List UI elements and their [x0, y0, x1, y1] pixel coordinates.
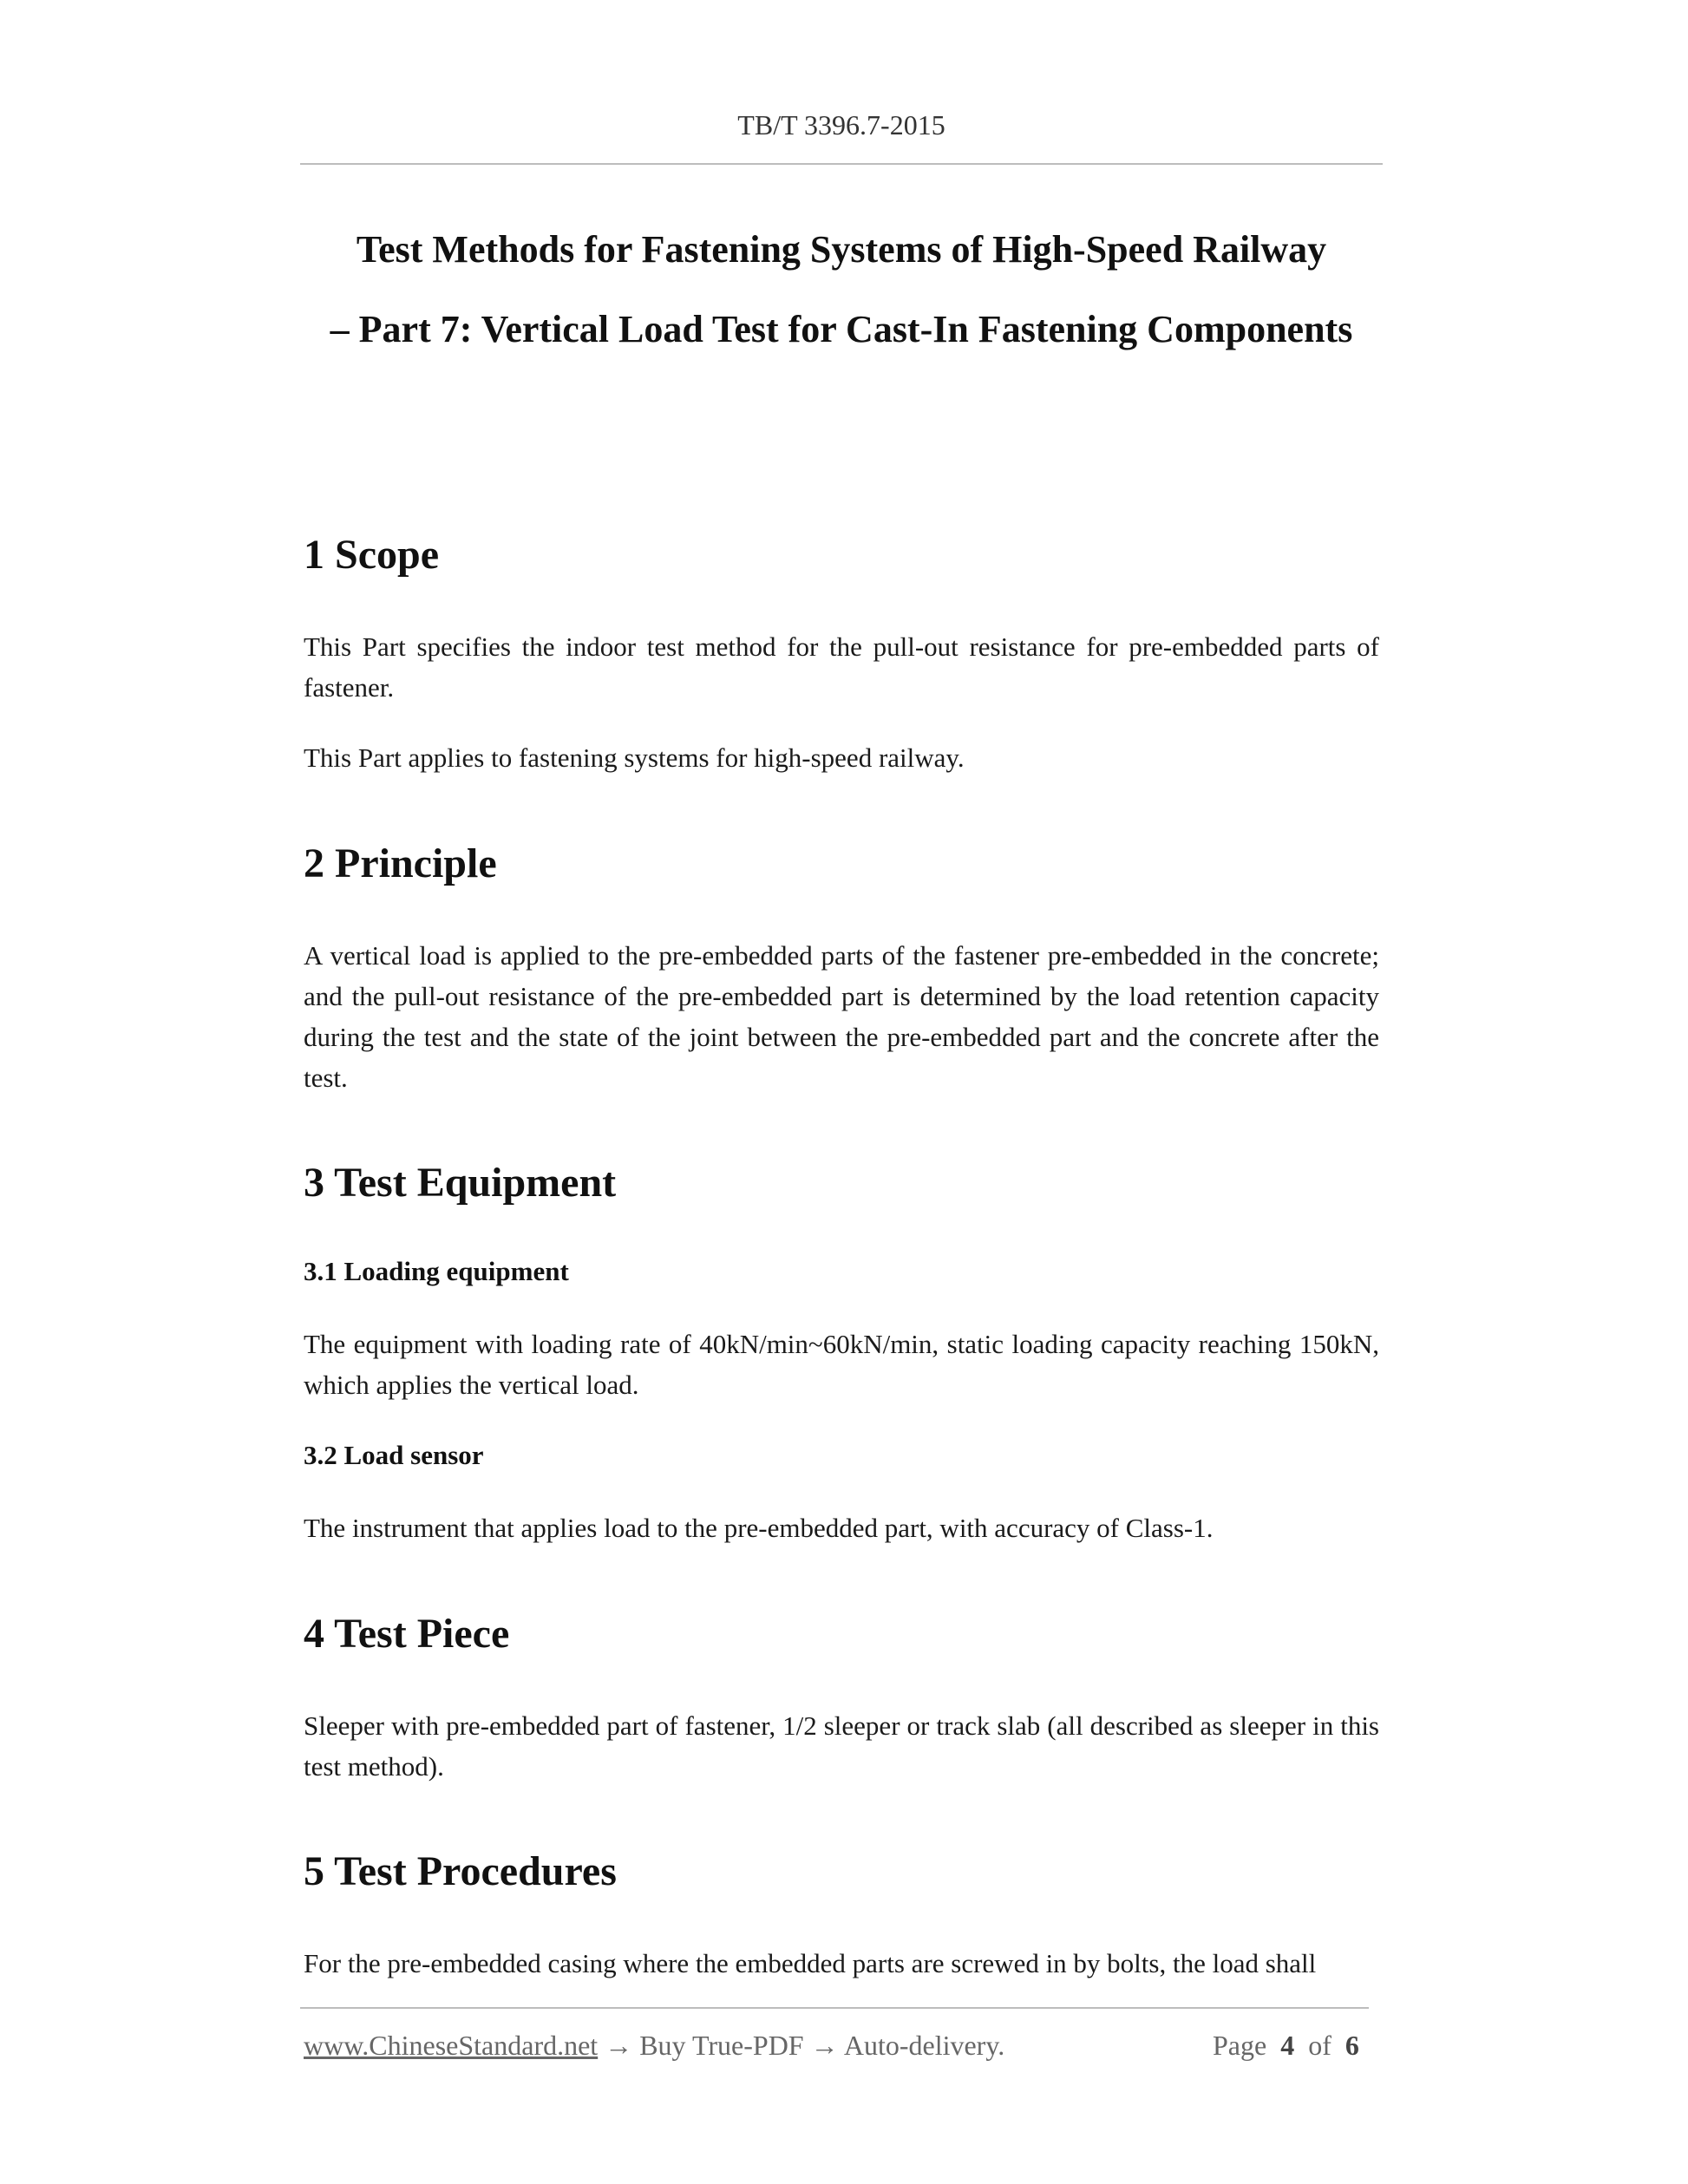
document-title-line-1: Test Methods for Fastening Systems of High-Speed Railway: [356, 228, 1327, 271]
footer-promo-text: → Buy True-PDF → Auto-delivery.: [598, 2030, 1005, 2061]
chinesestandard-link[interactable]: www.ChineseStandard.net: [304, 2030, 599, 2061]
test-procedures-paragraph: For the pre-embedded casing where the embedded parts are screwed in by bolts, the load shall: [304, 1948, 1317, 1978]
loading-equipment-paragraph: The equipment with loading rate of 40kN/min~60kN/min, static loading capacity reaching 150kN, which applies the vertical load.: [304, 1329, 1379, 1400]
section-heading-equipment: 3 Test Equipment: [304, 1160, 617, 1206]
load-sensor-paragraph: The instrument that applies load to the pre-embedded part, with accuracy of Class-1.: [304, 1513, 1214, 1543]
section-heading-test-piece: 4 Test Piece: [304, 1611, 510, 1657]
page-of-label: of: [1308, 2030, 1331, 2061]
footer-divider: [300, 2007, 1369, 2009]
section-heading-principle: 2 Principle: [304, 840, 497, 886]
subsection-heading-loading-equipment: 3.1 Loading equipment: [304, 1256, 569, 1286]
page-total: 6: [1345, 2030, 1359, 2061]
document-number-header: TB/T 3396.7-2015: [737, 109, 945, 141]
document-title-line-2: – Part 7: Vertical Load Test for Cast-In Fastening Components: [330, 308, 1353, 350]
section-heading-test-procedures: 5 Test Procedures: [304, 1848, 617, 1894]
scope-paragraph-2: This Part applies to fastening systems for high-speed railway.: [304, 742, 965, 773]
scope-paragraph-1: This Part specifies the indoor test method for the pull-out resistance for pre-embedded parts of fastener.: [304, 631, 1379, 703]
page-current: 4: [1280, 2030, 1295, 2061]
footer-promo: [304, 2030, 1004, 2062]
section-heading-scope: 1 Scope: [304, 532, 439, 578]
subsection-heading-load-sensor: 3.2 Load sensor: [304, 1440, 484, 1470]
page-label: Page: [1213, 2030, 1267, 2061]
test-piece-paragraph: Sleeper with pre-embedded part of fastener, 1/2 sleeper or track slab (all described as sleeper in this test method).: [304, 1710, 1379, 1782]
header-divider: [300, 163, 1383, 165]
principle-paragraph: A vertical load is applied to the pre-embedded parts of the fastener pre-embedded in the concrete; and the pull-out resistance of the pre-embedded part is determined by the load retention capacity during the test and the state of the joint between the pre-embedded part and the concrete after the test.: [304, 940, 1379, 1093]
page-indicator: [1213, 2030, 1359, 2062]
